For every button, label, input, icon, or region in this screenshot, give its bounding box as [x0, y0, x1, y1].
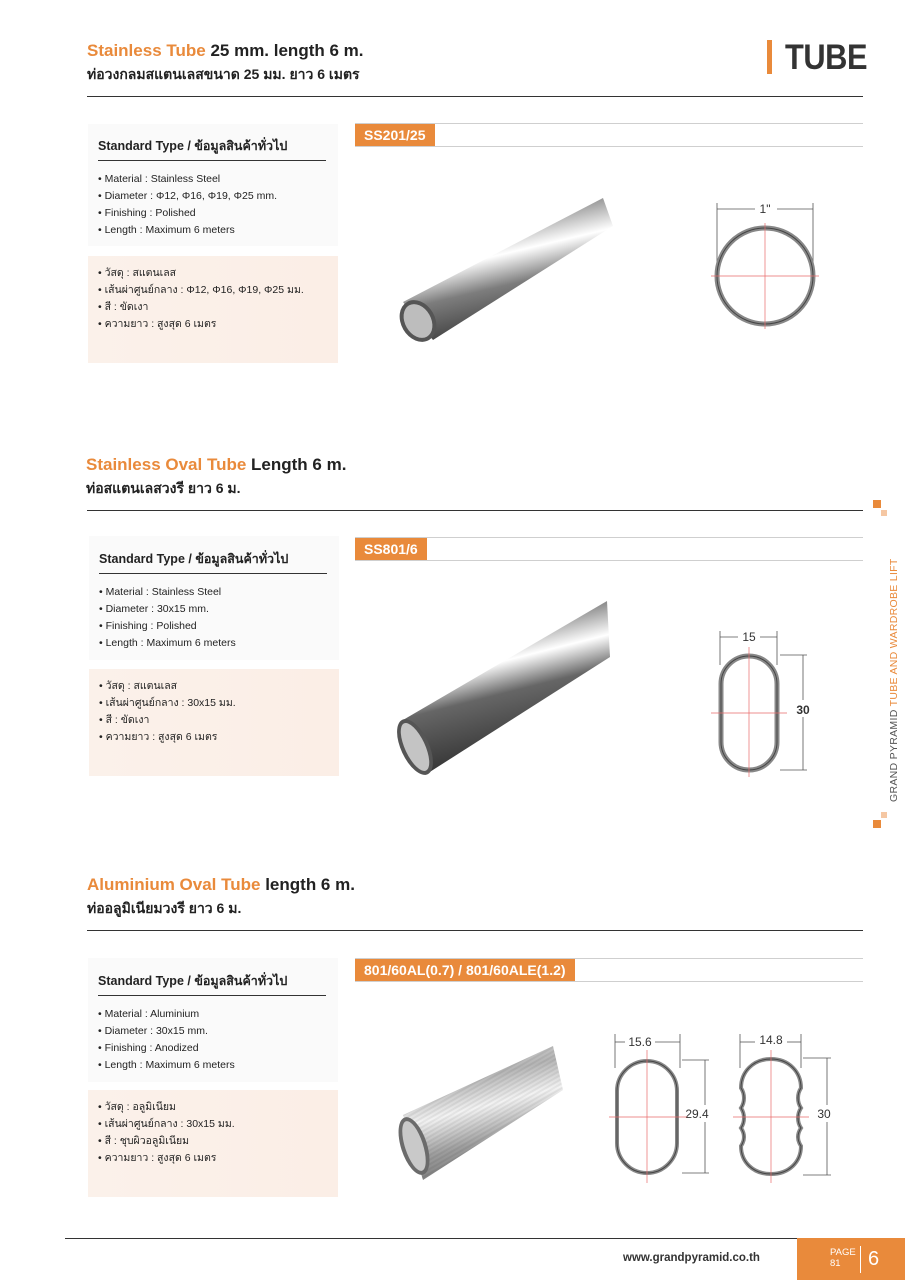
page-divider	[860, 1246, 861, 1273]
spec-item: • สี : ขัดเงา	[99, 712, 339, 729]
product-code-bar	[355, 958, 863, 982]
footer-website-link[interactable]: www.grandpyramid.co.th	[623, 1252, 760, 1264]
side-label-highlight: TUBE AND WARDROBE LIFT	[888, 558, 900, 707]
spec-list-en	[98, 171, 338, 239]
side-square-icon	[881, 812, 887, 818]
dimension-label-height-a: 29.4	[685, 1107, 709, 1121]
aluminium-tube-image	[395, 1040, 570, 1190]
page-label-group	[830, 1247, 856, 1269]
product-code: SS201/25	[355, 124, 435, 146]
section-title	[87, 875, 355, 895]
side-square-icon	[881, 510, 887, 516]
spec-panel-th	[88, 256, 338, 363]
oval-tube-diagram	[705, 625, 820, 780]
footer-divider	[65, 1238, 797, 1239]
product-code: SS801/6	[355, 538, 427, 560]
page-label: PAGE	[830, 1247, 856, 1258]
page-number: 81	[830, 1258, 841, 1269]
product-code-bar	[355, 123, 863, 147]
section-title-rest: Length 6 m.	[246, 455, 347, 474]
spec-panel-th	[88, 1090, 338, 1197]
spec-item: • ความยาว : สูงสุด 6 เมตร	[98, 316, 338, 333]
side-vertical-label	[888, 558, 900, 802]
spec-panel-th	[89, 669, 339, 776]
section-title-highlight: Stainless Oval Tube	[86, 455, 247, 474]
spec-item: • วัสดุ : อลูมิเนียม	[98, 1099, 338, 1116]
section-divider	[87, 930, 863, 931]
section-marker-bar	[767, 40, 772, 74]
section-subtitle: ท่อสแตนเลสวงรี ยาว 6 ม.	[86, 480, 241, 496]
dimension-label: 1"	[759, 202, 771, 216]
spec-panel-en	[88, 124, 338, 246]
spec-item: • สี : ขัดเงา	[98, 299, 338, 316]
spec-item: • Diameter : Φ12, Φ16, Φ19, Φ25 mm.	[98, 188, 338, 205]
side-square-icon	[873, 500, 881, 508]
section-title	[87, 41, 363, 61]
spec-item: • เส้นผ่าศูนย์กลาง : 30x15 มม.	[99, 695, 339, 712]
section-label: TUBE	[785, 38, 868, 77]
spec-item: • วัสดุ : สแตนเลส	[99, 678, 339, 695]
spec-item: • Diameter : 30x15 mm.	[98, 1023, 338, 1040]
product-code-bar	[355, 537, 863, 561]
section-divider	[87, 96, 863, 97]
dimension-label-width-b: 14.8	[759, 1033, 783, 1047]
aluminium-tube-diagram	[605, 1028, 845, 1188]
dimension-label-width: 15	[742, 630, 756, 644]
spec-list-th	[98, 1099, 338, 1167]
footer-page-block	[797, 1238, 905, 1280]
section-divider	[87, 510, 863, 511]
spec-item: • Material : Stainless Steel	[98, 171, 338, 188]
spec-item: • Diameter : 30x15 mm.	[99, 601, 339, 618]
spec-item: • Length : Maximum 6 meters	[98, 1057, 338, 1074]
spec-item: • สี : ชุบผิวอลูมิเนียม	[98, 1133, 338, 1150]
spec-item: • ความยาว : สูงสุด 6 เมตร	[99, 729, 339, 746]
dimension-label-height: 30	[796, 703, 810, 717]
spec-item: • ความยาว : สูงสุด 6 เมตร	[98, 1150, 338, 1167]
dimension-label-width-a: 15.6	[628, 1035, 652, 1049]
section-title-rest: length 6 m.	[260, 875, 355, 894]
spec-item: • Finishing : Anodized	[98, 1040, 338, 1057]
spec-panel-en	[88, 958, 338, 1082]
spec-item: • เส้นผ่าศูนย์กลาง : Φ12, Φ16, Φ19, Φ25 มม.	[98, 282, 338, 299]
section-title-highlight: Stainless Tube	[87, 41, 206, 60]
spec-item: • เส้นผ่าศูนย์กลาง : 30x15 มม.	[98, 1116, 338, 1133]
section-subtitle: ท่อวงกลมสแตนเลสขนาด 25 มม. ยาว 6 เมตร	[87, 66, 360, 82]
side-square-icon	[873, 820, 881, 828]
spec-list-en	[98, 1006, 338, 1074]
spec-list-en	[99, 584, 339, 652]
dimension-label-height-b: 30	[817, 1107, 831, 1121]
spec-heading: Standard Type / ข้อมูลสินค้าทั่วไป	[99, 549, 327, 574]
spec-item: • Length : Maximum 6 meters	[99, 635, 339, 652]
section-title-highlight: Aluminium Oval Tube	[87, 875, 261, 894]
spec-item: • Length : Maximum 6 meters	[98, 222, 338, 239]
section-subtitle: ท่ออลูมิเนียมวงรี ยาว 6 ม.	[87, 900, 242, 916]
section-title	[86, 455, 346, 475]
spec-item: • Material : Stainless Steel	[99, 584, 339, 601]
oval-tube-image	[395, 595, 615, 785]
section-title-rest: 25 mm. length 6 m.	[205, 41, 364, 60]
side-label-prefix: GRAND PYRAMID	[888, 706, 900, 802]
spec-heading: Standard Type / ข้อมูลสินค้าทั่วไป	[98, 136, 326, 161]
round-tube-diagram	[705, 195, 835, 335]
spec-panel-en	[89, 536, 339, 660]
product-code: 801/60AL(0.7) / 801/60ALE(1.2)	[355, 959, 575, 981]
spec-list-th	[99, 678, 339, 746]
spec-item: • Finishing : Polished	[99, 618, 339, 635]
chapter-number: 6	[868, 1248, 880, 1270]
spec-item: • วัสดุ : สแตนเลส	[98, 265, 338, 282]
spec-heading: Standard Type / ข้อมูลสินค้าทั่วไป	[98, 971, 326, 996]
spec-item: • Finishing : Polished	[98, 205, 338, 222]
spec-list-th	[98, 265, 338, 333]
spec-item: • Material : Aluminium	[98, 1006, 338, 1023]
round-tube-image	[395, 180, 615, 345]
